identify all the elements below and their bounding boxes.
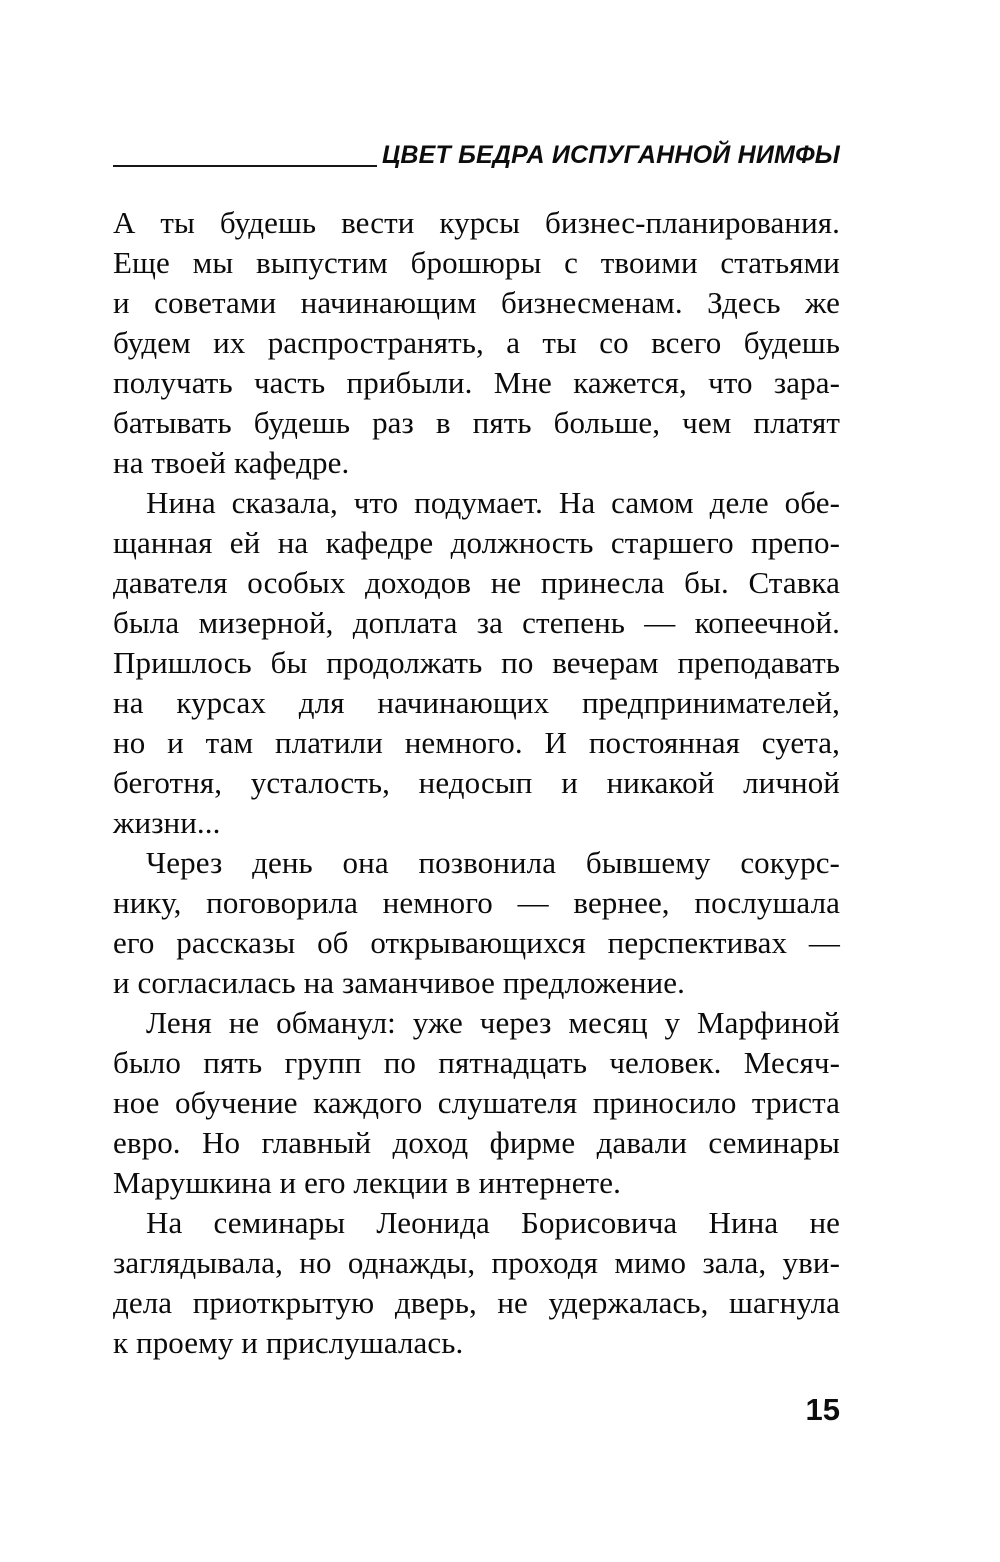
text-line: дела приоткрытую дверь, не удержалась, шагнула <box>113 1285 840 1320</box>
text-line: была мизерной, доплата за степень — копеечной. <box>113 605 840 640</box>
text-line: на курсах для начинающих предпринимателей, <box>113 685 840 720</box>
text-line: жизни... <box>113 805 221 840</box>
text-line: и советами начинающим бизнесменам. Здесь же <box>113 285 840 320</box>
text-line: Пришлось бы продолжать по вечерам преподавать <box>113 645 840 680</box>
text-line: его рассказы об открывающихся перспективах — <box>113 925 840 960</box>
text-line: Леня не обманул: уже через месяц у Марфиной <box>146 1005 840 1040</box>
text-line: Нина сказала, что подумает. На самом деле обе- <box>146 485 840 520</box>
paragraph <box>113 203 840 483</box>
text-column <box>113 203 840 1363</box>
running-header <box>113 143 840 168</box>
text-line: на твоей кафедре. <box>113 445 350 480</box>
text-line: щанная ей на кафедре должность старшего препо- <box>113 525 840 560</box>
paragraph <box>113 1003 840 1203</box>
header-rule <box>113 165 377 167</box>
text-line: давателя особых доходов не принесла бы. Ставка <box>113 565 840 600</box>
text-line: нику, поговорила немного — вернее, послушала <box>113 885 840 920</box>
paragraph <box>113 843 840 1003</box>
text-line: Через день она позвонила бывшему сокурс- <box>146 845 840 880</box>
text-line: Марушкина и его лекции в интернете. <box>113 1165 621 1200</box>
text-line: Еще мы выпустим брошюры с твоими статьями <box>113 245 840 280</box>
text-line: ное обучение каждого слушателя приносило триста <box>113 1085 840 1120</box>
page-number: 15 <box>805 1392 840 1427</box>
text-line: батывать будешь раз в пять больше, чем платят <box>113 405 840 440</box>
text-line: А ты будешь вести курсы бизнес-планирования. <box>113 205 840 240</box>
text-line: но и там платили немного. И постоянная суета, <box>113 725 840 760</box>
text-line: к проему и прислушалась. <box>113 1325 464 1360</box>
paragraph <box>113 483 840 843</box>
text-line: евро. Но главный доход фирме давали семинары <box>113 1125 840 1160</box>
text-line: было пять групп по пятнадцать человек. Месяч- <box>113 1045 840 1080</box>
running-title: ЦВЕТ БЕДРА ИСПУГАННОЙ НИМФЫ <box>381 141 840 169</box>
text-line: и согласилась на заманчивое предложение. <box>113 965 685 1000</box>
text-line: На семинары Леонида Борисовича Нина не <box>146 1205 840 1240</box>
text-line: заглядывала, но однажды, проходя мимо зала, уви- <box>113 1245 840 1280</box>
text-line: получать часть прибыли. Мне кажется, что зара- <box>113 365 840 400</box>
text-line: беготня, усталость, недосып и никакой личной <box>113 765 840 800</box>
paragraph <box>113 1203 840 1363</box>
text-line: будем их распространять, а ты со всего будешь <box>113 325 840 360</box>
